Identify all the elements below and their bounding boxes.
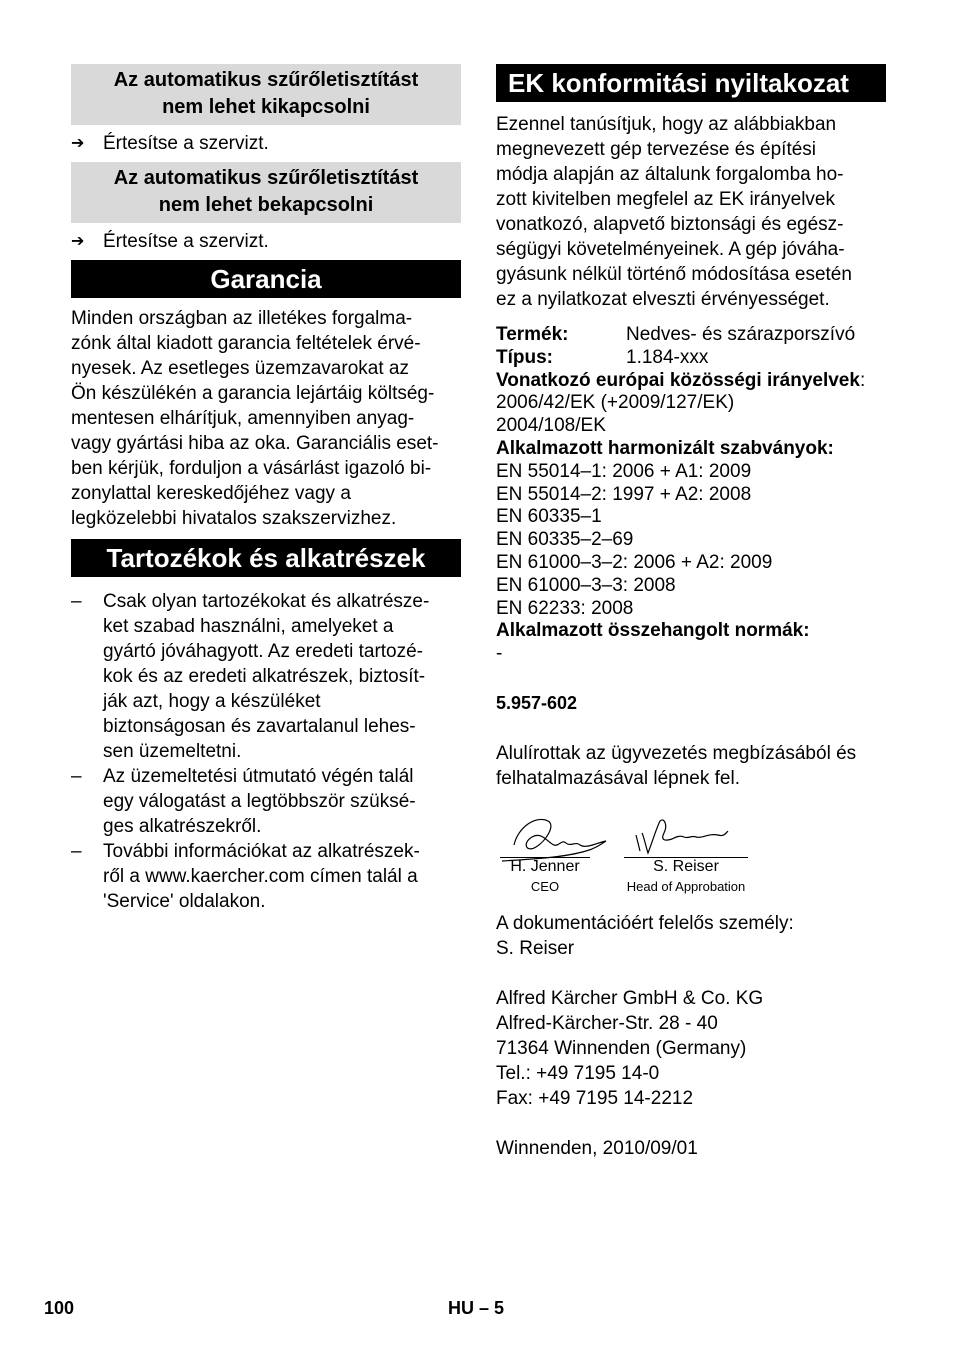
subheading-cannot-turn-off: Az automatikus szűrőletisztítást nem lehet kikapcsolni (71, 64, 461, 125)
heading-ek-konformitasi: EK konformitási nyiltakozat (496, 64, 886, 102)
signatures (496, 807, 886, 899)
product-row: Termék: Nedves- és szárazporszívó (496, 324, 856, 345)
left-column (71, 64, 461, 914)
action-line: ➔ Értesítse a szervizt. (71, 231, 269, 252)
list-item: – További információkat az alkatrészek- ről a www.kaercher.com címen talál a 'Service' oldalakon. (71, 841, 420, 912)
type-row: Típus: 1.184-xxx (496, 346, 709, 368)
page-number: 100 (44, 1298, 75, 1318)
signature-jenner: H. Jenner CEO (500, 857, 590, 895)
arrow-icon: ➔ (71, 135, 85, 152)
heading-tartozekok: Tartozékok és alkatrészek (71, 539, 461, 577)
documentation-responsible: A dokumentációért felelős személy: S. Reiser (496, 912, 794, 959)
right-column (496, 64, 886, 1161)
product-spec: Termék: Nedves- és szárazporszívó Típus: 1.184-xxx Vonatkozó európai közösségi irányelvek: 2006/42/EK (+2009/127/EK) 2004/108/EK Alkalmazott harmonizált szabványok: EN 55014–1: 2006 + A1: 2009 EN 55014–2: 1997 + A2: 2008 EN 60335–1 EN 60335–2–69 EN 61000–3–2: 2006 + A2: 2009 EN 61000–3–3: 2008 EN 62233: 2008 Alkalmazott összehangolt normák: - (496, 324, 886, 666)
standards-label: Alkalmazott harmonizált szabványok: (496, 437, 834, 459)
action-line: ➔ Értesítse a szervizt. (71, 133, 269, 154)
tartozekok-list (71, 589, 461, 914)
list-item: – Csak olyan tartozékokat és alkatrésze- ket szabad használni, amelyeket a gyártó jóváhagyott. Az eredeti tartozé- kok és az eredeti alkatrészek, biztosít- ják azt, hogy a készüléket biztonságosan és zavartalanul lehes- sen üzemeltetni. (71, 591, 430, 762)
signatory-statement: Alulírottak az ügyvezetés megbízásából és felhatalmazásával lépnek fel. (496, 742, 857, 789)
list-item: – Az üzemeltetési útmutató végén talál egy válogatást a legtöbbször szüksé- ges alkatrészekről. (71, 766, 416, 837)
norms-label: Alkalmazott összehangolt normák: (496, 620, 810, 642)
signature-reiser: S. Reiser Head of Approbation (624, 857, 748, 895)
place-date: Winnenden, 2010/09/01 (496, 1137, 698, 1159)
heading-garancia: Garancia (71, 260, 461, 298)
arrow-icon: ➔ (71, 233, 85, 250)
directives-label: Vonatkozó európai közösségi irányelvek: (496, 369, 866, 391)
company-address: Alfred Kärcher GmbH & Co. KG Alfred-Kärcher-Str. 28 - 40 71364 Winnenden (Germany) Tel.: +49 7195 14-0 Fax: +49 7195 14-2212 (496, 987, 764, 1109)
garancia-text: Minden országban az illetékes forgalma- zónk által kiadott garancia feltételek érvé- nyesek. Az esetleges üzemzavarokat az Ön készülékén a garancia lejártáig költség- mentesen elhárítjuk, amennyiben anyag- vagy gyártási hiba az oka. Garanciális eset- ben kérjük, forduljon a vásárlást igazoló bi- zonylattal kereskedőjéhez vagy a legközelebbi hivatalos szakszervizhez. (71, 308, 439, 529)
section-code: HU – 5 (448, 1298, 505, 1318)
document-code: 5.957-602 (496, 692, 578, 713)
declaration-intro: Ezennel tanúsítjuk, hogy az alábbiakban megnevezett gép tervezése és építési módja alapján az általunk forgalomba ho- zott kivitelben megfelel az EK irányelvek vonatkozó, alapvető biztonsági és egész- ségügyi követelményeinek. A gép jóváha- gyásunk nélkül történő módosítása esetén ez a nyilatkozat elveszti érvényességet. (496, 114, 852, 310)
subheading-cannot-turn-on: Az automatikus szűrőletisztítást nem lehet bekapcsolni (71, 162, 461, 223)
